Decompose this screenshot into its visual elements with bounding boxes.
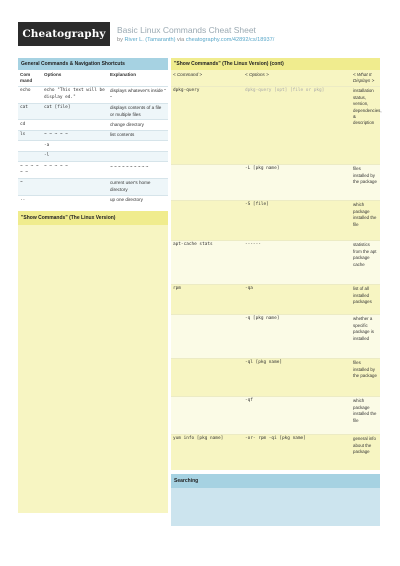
cell-option: ~ ~ ~ ~ ~: [42, 162, 108, 179]
show-table-header: [171, 70, 380, 86]
cell-command: dpkg-query: [171, 86, 243, 164]
cell-option: -qf: [243, 396, 351, 434]
source-url-link[interactable]: cheatography.com/42892/cs/18937/: [185, 37, 275, 43]
cell-option: -l: [42, 151, 108, 161]
cell-command: apt-cache stats: [171, 240, 243, 284]
col-header-command: Com mand: [20, 71, 33, 83]
cell-option: [42, 178, 108, 195]
cell-option: ~ ~ ~ ~ ~: [42, 130, 108, 140]
cell-command: [171, 396, 243, 434]
col-header-command: < Command >: [173, 71, 203, 77]
table-row: [18, 162, 168, 179]
table-row: [171, 200, 380, 240]
cell-option: -or- rpm -qi [pkg name]: [243, 434, 351, 470]
cell-option: [42, 120, 108, 130]
cell-displays: which package installed the file: [351, 396, 380, 434]
cell-displays: general info about the package: [351, 434, 380, 470]
cell-option: cat [file]: [42, 103, 108, 120]
nav-table: [18, 70, 168, 205]
cell-displays: files installed by the package: [351, 164, 380, 200]
cell-displays: list of all installed packages: [351, 284, 380, 314]
cell-command: [171, 164, 243, 200]
page-header: [0, 0, 400, 58]
table-row: [171, 314, 380, 358]
table-row: [18, 151, 168, 161]
cell-option: ------: [243, 240, 351, 284]
cell-command: ..: [18, 195, 42, 205]
cell-option: -S [file]: [243, 200, 351, 240]
col-header-options: Options: [44, 71, 62, 77]
cell-explanation: [108, 151, 168, 161]
cell-displays: whether a specific package is installed: [351, 314, 380, 358]
left-column: [18, 58, 168, 513]
cell-option: -q [pkg name]: [243, 314, 351, 358]
table-row: [171, 240, 380, 284]
cell-displays: installation status, version, dependencies, & description: [351, 86, 380, 164]
show-section-heading: "Show Commands" (The Linux Version): [18, 211, 168, 225]
show-commands-table: [171, 70, 380, 470]
show-commands-cont-section: [171, 58, 380, 470]
table-row: [18, 141, 168, 151]
table-row: [171, 358, 380, 396]
cell-command: ls: [18, 130, 42, 140]
table-row: [171, 86, 380, 164]
cell-command: ~: [18, 178, 42, 195]
cell-explanation: ~ ~ ~ ~ ~ ~ ~ ~ ~ ~: [108, 162, 168, 179]
cell-displays: which package installed the file: [351, 200, 380, 240]
author-link[interactable]: River L. (Tamaranth): [124, 37, 176, 43]
page-title: Basic Linux Commands Cheat Sheet: [117, 25, 256, 35]
cell-option: echo "This text will be display ed.": [42, 86, 108, 103]
cell-option: -L [pkg name]: [243, 164, 351, 200]
table-row: [18, 130, 168, 140]
table-row: [171, 434, 380, 470]
cell-explanation: up one directory: [108, 195, 168, 205]
table-row: [18, 178, 168, 195]
cell-displays: statistics from the apt package cache: [351, 240, 380, 284]
cell-command: [171, 358, 243, 396]
col-header-displays: < What It Displays >: [353, 71, 375, 83]
table-row: [171, 284, 380, 314]
cell-command: ~ ~ ~ ~ ~ ~: [18, 162, 42, 179]
table-row: [171, 396, 380, 434]
cell-explanation: displays contents of a file or multiple files: [108, 103, 168, 120]
show-commands-section: [18, 211, 168, 513]
table-row: [18, 86, 168, 103]
cell-explanation: change directory: [108, 120, 168, 130]
show-cont-heading: "Show Commands" (The Linux Version) (cont): [171, 58, 380, 70]
table-row: [18, 120, 168, 130]
cell-option: -ql [pkg name]: [243, 358, 351, 396]
cell-option: -a: [42, 141, 108, 151]
cell-command: yum info [pkg name]: [171, 434, 243, 470]
cell-option: -qa: [243, 284, 351, 314]
cell-explanation: current user's home directory: [108, 178, 168, 195]
cell-explanation: [108, 141, 168, 151]
right-column: [171, 58, 380, 526]
table-row: [18, 195, 168, 205]
table-row: [171, 164, 380, 200]
cell-command: [18, 151, 42, 161]
cell-command: cd: [18, 120, 42, 130]
searching-section: [171, 474, 380, 526]
cell-command: [171, 200, 243, 240]
cell-explanation: displays whatever's inside " ": [108, 86, 168, 103]
cell-displays: files installed by the package: [351, 358, 380, 396]
cell-command: rpm: [171, 284, 243, 314]
byline: [117, 37, 274, 43]
nav-section-heading: General Commands & Navigation Shortcuts: [18, 58, 168, 70]
col-header-explanation: Explanation: [110, 71, 137, 77]
cell-explanation: list contents: [108, 130, 168, 140]
searching-heading: Searching: [171, 474, 380, 488]
via-label: via: [177, 37, 185, 43]
col-header-options: < Options >: [245, 71, 269, 77]
cell-command: [171, 314, 243, 358]
cheatography-logo[interactable]: Cheatography: [18, 22, 110, 46]
table-row: [18, 103, 168, 120]
cell-option: dpkg-query [opt] [file or pkg]: [243, 86, 351, 164]
cell-command: cat: [18, 103, 42, 120]
nav-table-header: [18, 70, 168, 86]
cell-command: echo: [18, 86, 42, 103]
cell-command: [18, 141, 42, 151]
cell-option: [42, 195, 108, 205]
by-label: by: [117, 37, 123, 43]
